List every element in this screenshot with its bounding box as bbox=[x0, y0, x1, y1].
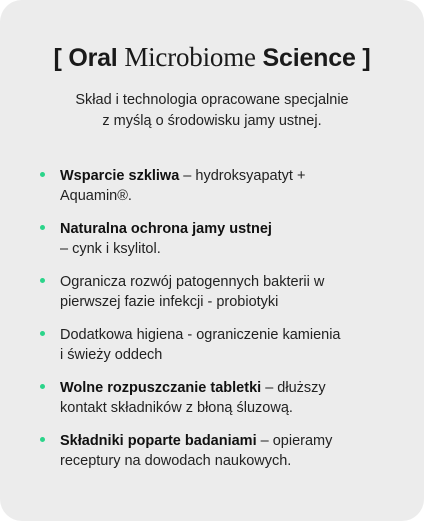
title-word-oral: Oral bbox=[68, 44, 118, 72]
feature-bold-text: Wsparcie szkliwa bbox=[60, 168, 180, 184]
feature-text: – dłuższy bbox=[261, 380, 326, 396]
feature-item bbox=[38, 325, 388, 365]
feature-item bbox=[38, 166, 388, 206]
feature-text: – opieramy bbox=[256, 433, 333, 449]
feature-text: Aquamin®. bbox=[60, 188, 132, 204]
feature-text: Ogranicza rozwój patogennych bakterii w bbox=[60, 274, 325, 290]
feature-list bbox=[38, 166, 388, 484]
feature-bold-text: Wolne rozpuszczanie tabletki bbox=[60, 380, 262, 396]
card-title bbox=[0, 42, 424, 73]
feature-text: receptury na dowodach naukowych. bbox=[60, 453, 292, 469]
bullet-dot-icon bbox=[40, 278, 45, 283]
bullet-dot-icon bbox=[40, 331, 45, 336]
feature-text: – cynk i ksylitol. bbox=[60, 241, 161, 257]
feature-text: Dodatkowa higiena - ograniczenie kamienia bbox=[60, 327, 341, 343]
bullet-dot-icon bbox=[40, 384, 45, 389]
feature-bold-text: Naturalna ochrona jamy ustnej bbox=[60, 221, 272, 237]
feature-item bbox=[38, 378, 388, 418]
feature-item bbox=[38, 272, 388, 312]
feature-text: pierwszej fazie infekcji - probiotyki bbox=[60, 294, 279, 310]
bullet-dot-icon bbox=[40, 225, 45, 230]
title-bracket-close: ] bbox=[362, 44, 371, 72]
title-word-microbiome: Microbiome bbox=[124, 42, 256, 72]
bullet-dot-icon bbox=[40, 437, 45, 442]
subtitle-line: z myślą o środowisku jamy ustnej. bbox=[102, 113, 322, 129]
feature-item bbox=[38, 219, 388, 259]
feature-text: i świeży oddech bbox=[60, 347, 163, 363]
bullet-dot-icon bbox=[40, 172, 45, 177]
feature-text: kontakt składników z błoną śluzową. bbox=[60, 400, 293, 416]
title-word-science: Science bbox=[262, 44, 356, 72]
feature-item bbox=[38, 431, 388, 471]
title-bracket-open: [ bbox=[53, 44, 62, 72]
card-subtitle bbox=[40, 90, 384, 132]
feature-text: – hydroksyapatyt + bbox=[179, 168, 306, 184]
feature-bold-text: Składniki poparte badaniami bbox=[60, 433, 257, 449]
subtitle-line: Skład i technologia opracowane specjalnie bbox=[75, 92, 349, 108]
